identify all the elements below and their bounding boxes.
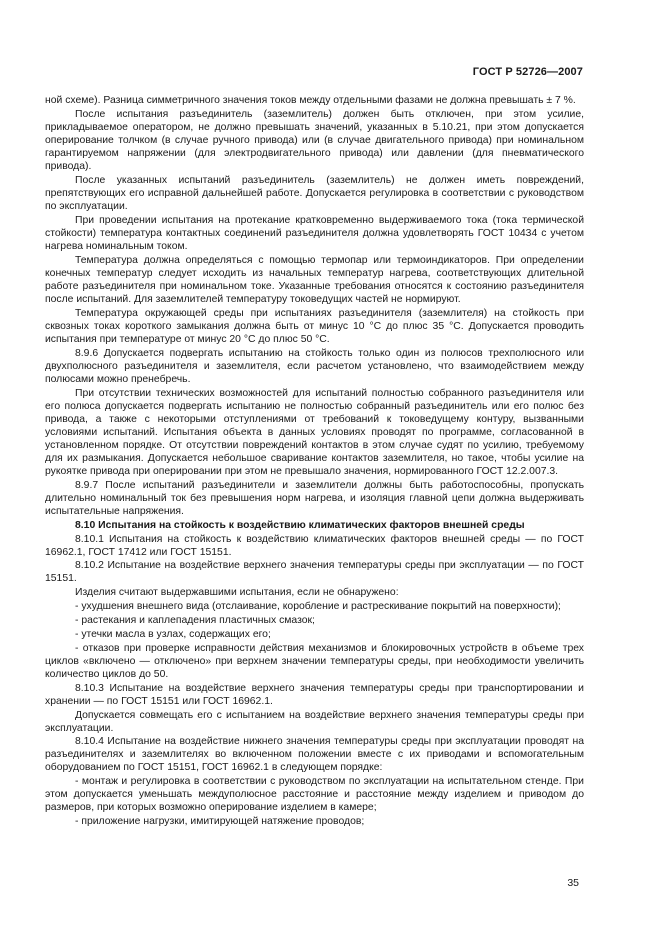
clause-8-10-3: 8.10.3 Испытание на воздействие верхнего значения температуры среды при транспортировании и хранении — по ГОСТ 15151 или ГОСТ 16962.1. xyxy=(45,682,584,707)
clause-8-9-6: 8.9.6 Допускается подвергать испытанию на стойкость только один из полюсов трехполюсного или двухполюсного разъединителя и заземлителя, если расчетом установлено, что взаимодействием между полюсами можно пренебречь. xyxy=(45,347,584,385)
paragraph: После указанных испытаний разъединитель (заземлитель) не должен иметь повреждений, препятствующих его исправной дальнейшей работе. Допускается регулировка в соответствии с руководством по эксплуатации. xyxy=(45,174,584,212)
paragraph: Температура должна определяться с помощью термопар или термоиндикаторов. При определении конечных температур следует исходить из начальных температур нагрева, соответствующих длительной работе разъединителя при номинальном токе. Указанные требования относятся к состоянию разъединителя после испытаний. Для заземлителей температуру токоведущих частей не нормируют. xyxy=(45,254,584,305)
list-item: - утечки масла в узлах, содержащих его; xyxy=(75,628,271,640)
paragraph: После испытания разъединитель (заземлитель) должен быть отключен, при этом усилие, прикладываемое оператором, не должно превышать значений, указанных в 5.10.21, при этом допускается оперирование толчком (в случае ручного привода) или (в случае двигательного привода) при номинальном гарантируемом напряжении (для электродвигательного привода) или давлении (для пневматического привода). xyxy=(45,108,584,173)
paragraph: Допускается совмещать его с испытанием на воздействие верхнего значения температуры среды при эксплуатации. xyxy=(45,709,584,734)
document-code-header: ГОСТ Р 52726—2007 xyxy=(472,66,583,78)
paragraph: Температура окружающей среды при испытаниях разъединителя (заземлителя) на стойкость при сквозных токах короткого замыкания должна быть от минус 10 °С до плюс 35 °С. Допускается проводить испытания при температуре от минус 20 °С до плюс 50 °С. xyxy=(45,307,584,345)
list-item: - растекания и каплепадения пластичных смазок; xyxy=(75,614,315,626)
clause-8-10-2: 8.10.2 Испытание на воздействие верхнего значения температуры среды при эксплуатации — по ГОСТ 15151. xyxy=(45,560,584,585)
clause-8-10-4: 8.10.4 Испытание на воздействие нижнего значения температуры среды при эксплуатации проводят на разъединителях и заземлителях во включенном положении вместе с их приводами и вспомогательным оборудованием по ГОСТ 15151, ГОСТ 16962.1 в следующем порядке: xyxy=(45,736,584,774)
paragraph: ной схеме). Разница симметричного значения токов между отдельными фазами не должна превышать ± 7 %. xyxy=(45,95,576,106)
list-item: - отказов при проверке исправности действия механизмов и блокировочных устройств в объеме трех циклов «включено — отключено» при верхнем значении температуры среды, при необходимости увеличить количество циклов до 50. xyxy=(45,642,584,680)
section-heading-8-10: 8.10 Испытания на стойкость к воздействию климатических факторов внешней среды xyxy=(75,519,525,531)
list-item: - приложение нагрузки, имитирующей натяжение проводов; xyxy=(75,816,365,828)
document-body xyxy=(45,94,584,829)
paragraph: При проведении испытания на протекание кратковременно выдерживаемого тока (тока термической стойкости) температура контактных соединений разъединителя должна удовлетворять ГОСТ 10434 с учетом нагрева номинальным током. xyxy=(45,214,584,252)
clause-8-10-1: 8.10.1 Испытания на стойкость к воздействию климатических факторов внешней среды — по ГОСТ 16962.1, ГОСТ 17412 или ГОСТ 15151. xyxy=(45,533,584,558)
clause-8-9-7: 8.9.7 После испытаний разъединители и заземлители должны быть работоспособны, пропускать длительно номинальный ток без превышения норм нагрева, и изоляция главной цепи должна выдерживать испытательные напряжения. xyxy=(45,479,584,517)
list-item: - монтаж и регулировка в соответствии с руководством по эксплуатации на испытательном стенде. При этом допускается уменьшать междуполюсное расстояние и расстояние между изделием и приводом до размеров, при которых возможно оперирование изделием в камере; xyxy=(45,776,584,814)
paragraph: При отсутствии технических возможностей для испытаний полностью собранного разъединителя или его полюса допускается подвергать испытанию не полностью собранный разъединитель или его полюс без привода, а также с некоторыми отступлениями от требований к токоведущему контуру, вызванными условиями испытаний. Испытания объекта в данных условиях проводят по программе, согласованной в установленном порядке. От отсутствии повреждений контактов в этом случае судят по усилию, требуемому для их размыкания. Допускается небольшое сваривание контактов заземлителя, но такое, чтобы усилие на рукоятке привода при оперировании при этом не превышало значения, нормированного ГОСТ 12.2.007.3. xyxy=(45,387,584,477)
list-item: - ухудшения внешнего вида (отслаивание, коробление и растрескивание покрытий на поверхности); xyxy=(75,601,561,613)
page-number: 35 xyxy=(567,877,579,889)
paragraph: Изделия считают выдержавшими испытания, если не обнаружено: xyxy=(75,587,399,599)
